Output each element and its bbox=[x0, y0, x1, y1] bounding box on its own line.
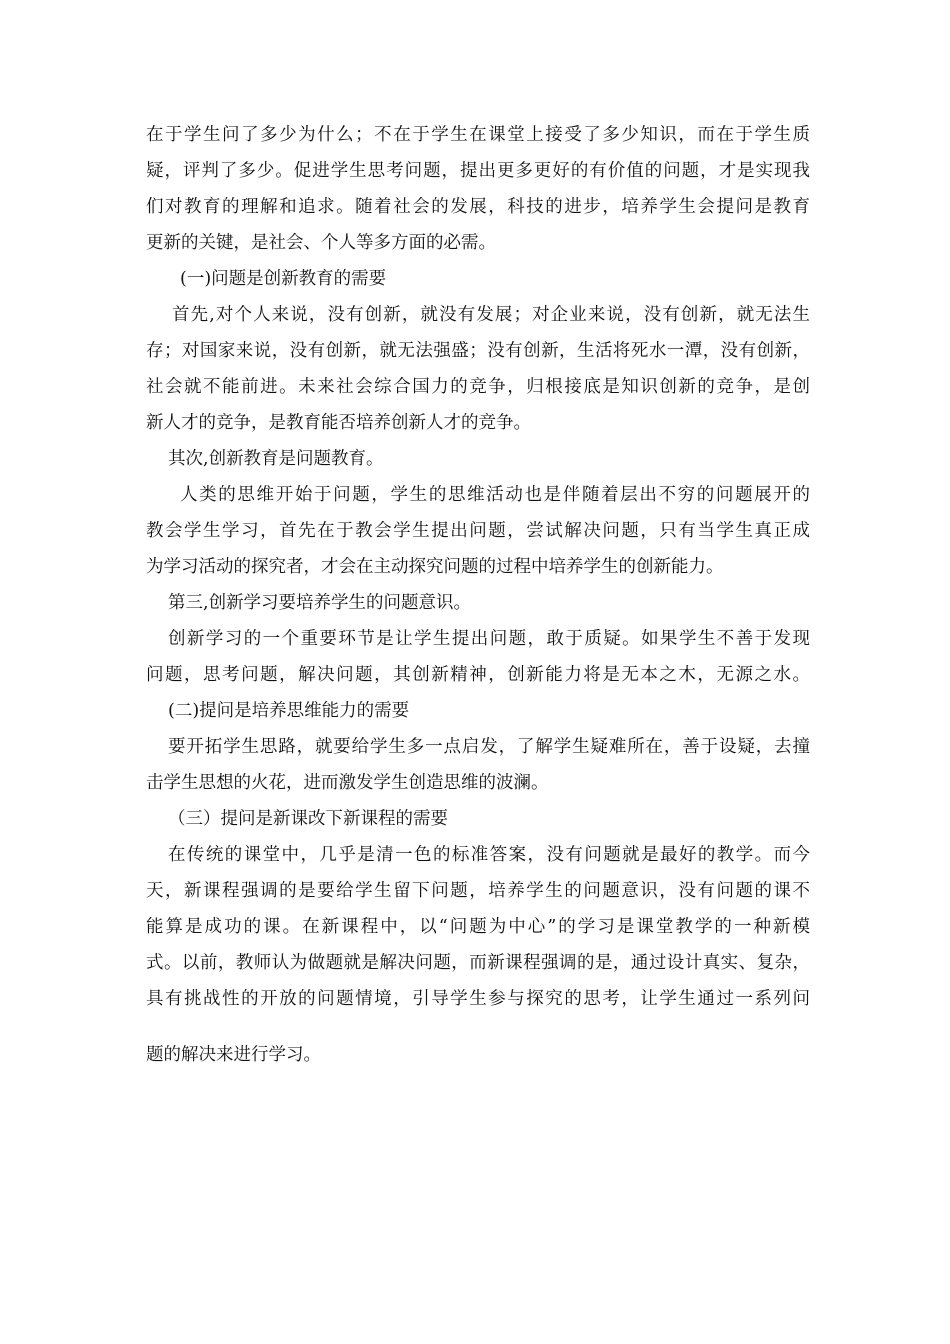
text-line: 题的解决来进行学习。 bbox=[146, 1045, 321, 1065]
text-line: 教会学生学习，首先在于教会学生提出问题，尝试解决问题，只有当学生真正成 bbox=[146, 521, 810, 541]
text-line: 具有挑战性的开放的问题情境，引导学生参与探究的思考，让学生通过一系列问 bbox=[146, 989, 810, 1009]
text-line: 在传统的课堂中，几乎是清一色的标准答案，没有问题就是最好的教学。而今 bbox=[168, 845, 810, 865]
text-line: 更新的关键，是社会、个人等多方面的必需。 bbox=[146, 233, 496, 253]
text-line: 在于学生问了多少为什么；不在于学生在课堂上接受了多少知识，而在于学生质 bbox=[146, 125, 810, 145]
text-line: 们对教育的理解和追求。随着社会的发展，科技的进步，培养学生会提问是教育 bbox=[146, 197, 810, 217]
text-line: 天，新课程强调的是要给学生留下问题，培养学生的问题意识，没有问题的课不 bbox=[146, 881, 810, 901]
text-line: 首先,对个人来说，没有创新，就没有发展；对企业来说，没有创新，就无法生 bbox=[172, 305, 810, 325]
document-body bbox=[146, 117, 810, 1073]
text-line: 击学生思想的火花，进而激发学生创造思维的波澜。 bbox=[146, 773, 549, 793]
line-gap bbox=[146, 1017, 810, 1037]
text-line: 第三,创新学习要培养学生的问题意识。 bbox=[168, 593, 472, 613]
text-line: 创新学习的一个重要环节是让学生提出问题，敢于质疑。如果学生不善于发现 bbox=[168, 629, 810, 649]
section-heading: (一)问题是创新教育的需要 bbox=[180, 269, 387, 289]
text-line: 式。以前，教师认为做题就是解决问题，而新课程强调的是，通过设计真实、复杂， bbox=[146, 953, 810, 973]
text-line: 人类的思维开始于问题，学生的思维活动也是伴随着层出不穷的问题展开的 bbox=[180, 485, 810, 505]
text-line: 要开拓学生思路，就要给学生多一点启发，了解学生疑难所在，善于设疑，去撞 bbox=[168, 737, 810, 757]
text-line: 能算是成功的课。在新课程中，以“问题为中心”的学习是课堂教学的一种新模 bbox=[146, 917, 810, 937]
text-line: 疑，评判了多少。促进学生思考问题，提出更多更好的有价值的问题，才是实现我 bbox=[146, 161, 810, 181]
section-heading: (二)提问是培养思维能力的需要 bbox=[168, 701, 410, 721]
text-line: 其次,创新教育是问题教育。 bbox=[168, 449, 384, 469]
text-line: 社会就不能前进。未来社会综合国力的竞争，归根接底是知识创新的竞争，是创 bbox=[146, 377, 810, 397]
text-line: 新人才的竞争，是教育能否培养创新人才的竞争。 bbox=[146, 413, 531, 433]
text-line: 为学习活动的探究者，才会在主动探究问题的过程中培养学生的创新能力。 bbox=[146, 557, 724, 577]
text-line: 存；对国家来说，没有创新，就无法强盛；没有创新，生活将死水一潭，没有创新， bbox=[146, 341, 810, 361]
text-line: 问题，思考问题，解决问题，其创新精神，创新能力将是无本之木，无源之水。 bbox=[146, 665, 810, 685]
section-heading: （三）提问是新课改下新课程的需要 bbox=[168, 809, 448, 829]
